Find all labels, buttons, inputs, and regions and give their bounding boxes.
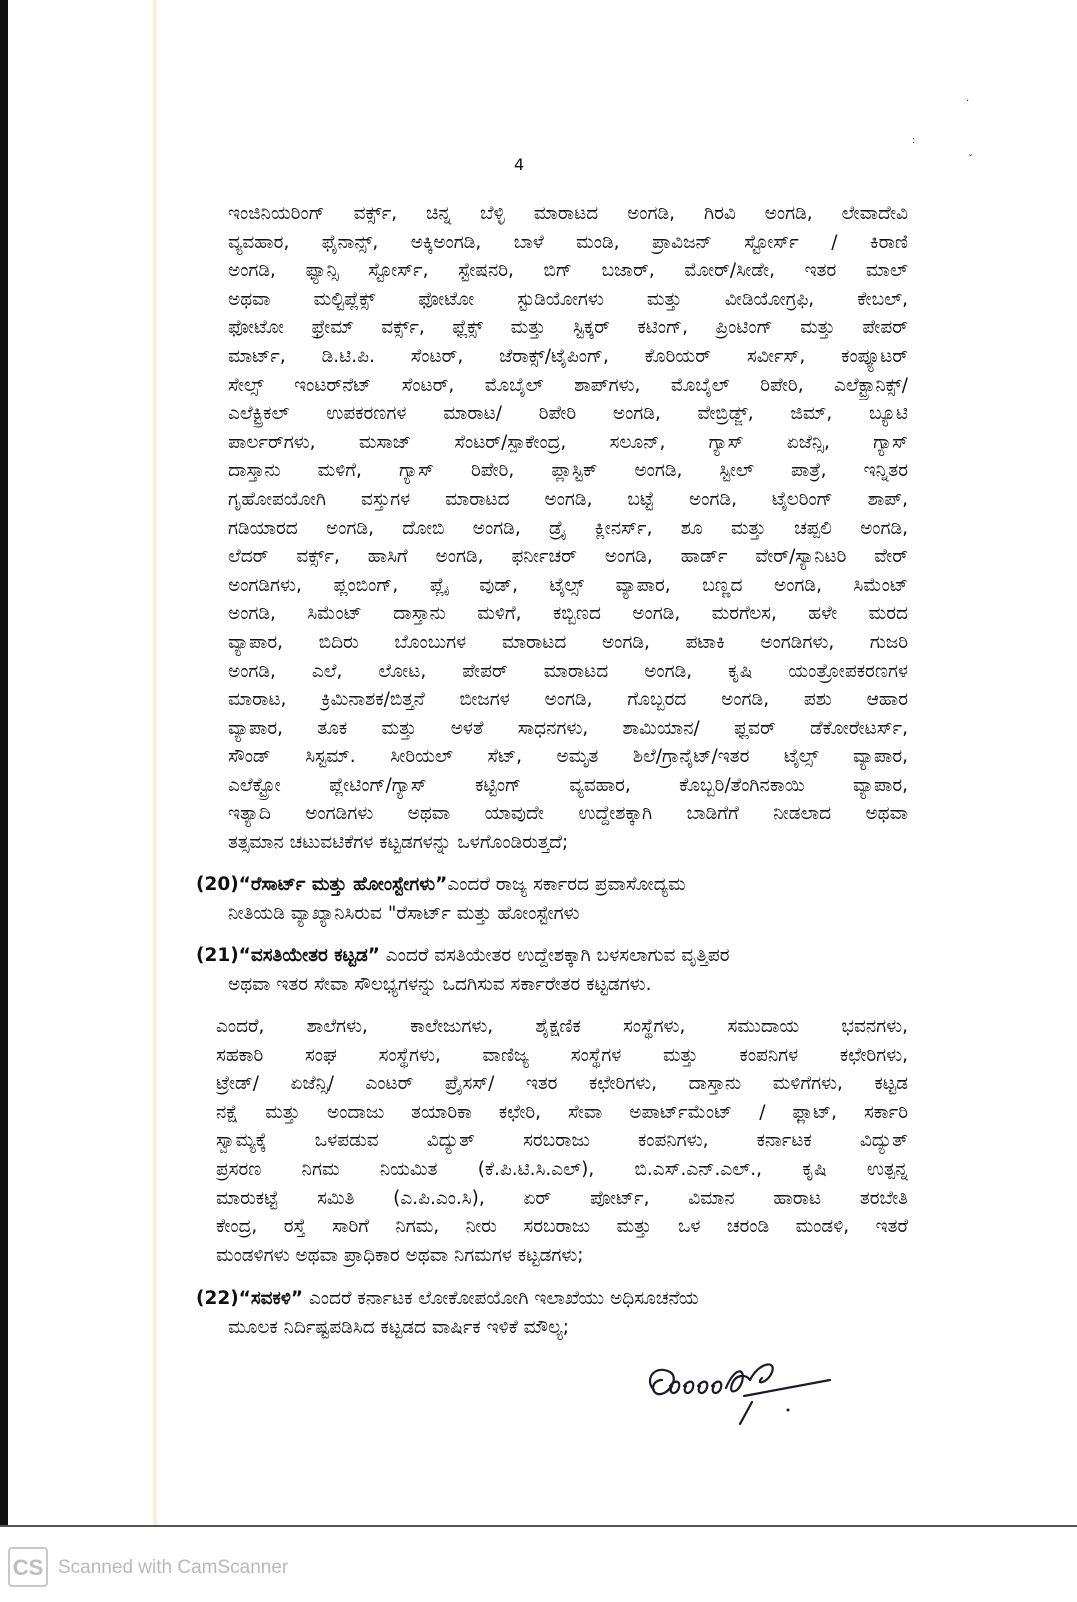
definition-continuation: ಅಥವಾ ಇತರ ಸೇವಾ ಸೌಲಭ್ಯಗಳನ್ನು ಒದಗಿಸುವ ಸರ್ಕಾರೇತರ ಕಟ್ಟಡಗಳು. [228, 973, 652, 995]
definition-number: (20) [196, 874, 239, 895]
text-line: ಇಂಜಿನಿಯರಿಂಗ್ ವರ್ಕ್ಸ್, ಚಿನ್ನ ಬೆಳ್ಳಿ ಮಾರಾಟದ ಅಂಗಡಿ, ಗಿರವಿ ಅಂಗಡಿ, ಲೇವಾದೇವಿ [228, 203, 908, 224]
handwritten-signature [640, 1350, 840, 1430]
camscanner-watermark-text: Scanned with CamScanner [58, 1557, 289, 1578]
definition-21-examples [216, 1013, 908, 1270]
camscanner-watermark-bar [0, 1525, 1077, 1602]
signature-text: signature [640, 1350, 645, 1351]
definition-text: ಎಂದರೆ ರಾಜ್ಯ ಸರ್ಕಾರದ ಪ್ರವಾಸೋದ್ಯಮ [447, 874, 686, 895]
text-line: ಅಂಗಡಿ, ಸಿಮೆಂಟ್ ದಾಸ್ತಾನು ಮಳಿಗೆ, ಕಬ್ಬಿಣದ ಅಂಗಡಿ, ಮರಗೆಲಸ, ಹಳೇ ಮರದ [228, 603, 908, 625]
continuation-paragraph [228, 200, 908, 858]
scan-edge-shadow [0, 0, 8, 1525]
text-line: ಮಾರ್ಟ್, ಡಿ.ಟಿ.ಪಿ. ಸೆಂಟರ್, ಜೆರಾಕ್ಸ್/ಟೈಪಿಂಗ್, ಕೊರಿಯರ್ ಸರ್ವೀಸ್, ಕಂಪ್ಯೂಟರ್ [228, 345, 908, 367]
text-line: ಮಾರುಕಟ್ಟೆ ಸಮಿತಿ (ಎ.ಪಿ.ಎಂ.ಸಿ), ಏರ್ ಪೋರ್ಟ್, ವಿಮಾನ ಹಾರಾಟ ತರಬೇತಿ [216, 1187, 908, 1209]
text-line: ನಕ್ಷೆ ಮತ್ತು ಅಂದಾಜು ತಯಾರಿಕಾ ಕಛೇರಿ, ಸೇವಾ ಅಪಾರ್ಟ್‌ಮೆಂಟ್ / ಫ್ಲಾಟ್, ಸರ್ಕಾರಿ [216, 1101, 908, 1123]
text-line: ಮಂಡಳಿಗಳು ಅಥವಾ ಪ್ರಾಧಿಕಾರ ಅಥವಾ ನಿಗಮಗಳ ಕಟ್ಟಡಗಳು; [216, 1244, 584, 1266]
text-line: ಸೇಲ್ಸ್ ಇಂಟರ್‌ನೆಟ್ ಸೆಂಟರ್, ಮೊಬೈಲ್ ಶಾಪ್‌ಗಳು, ಮೊಬೈಲ್ ರಿಪೇರಿ, ಎಲೆಕ್ಟ್ರಾನಿಕ್ಸ್/ [228, 374, 908, 396]
text-line: ವ್ಯಾಪಾರ, ತೂಕ ಮತ್ತು ಅಳತೆ ಸಾಧನಗಳು, ಶಾಮಿಯಾನ/ ಫ್ಲವರ್ ಡೆಕೋರೇಟರ್ಸ್, [228, 717, 908, 739]
definition-22 [196, 1285, 908, 1342]
definition-text: ಎಂದರೆ ಕರ್ನಾಟಕ ಲೋಕೋಪಯೋಗಿ ಇಲಾಖೆಯು ಅಧಿಸೂಚನೆಯ [303, 1288, 699, 1309]
definition-continuation: ಮೂಲಕ ನಿರ್ದಿಷ್ಟಪಡಿಸಿದ ಕಟ್ಟಡದ ವಾರ್ಷಿಕ ಇಳಿಕೆ ಮೌಲ್ಯ; [228, 1316, 569, 1338]
page-number: 4 [514, 155, 525, 174]
definition-continuation: ನೀತಿಯಡಿ ವ್ಯಾಖ್ಯಾನಿಸಿರುವ "ರೆಸಾರ್ಟ್ ಮತ್ತು ಹೋಂಸ್ಟೇಗಳು [228, 902, 580, 924]
text-line: ವ್ಯವಹಾರ, ಫೈನಾನ್ಸ್, ಅಕ್ಕಿಅಂಗಡಿ, ಬಾಳೆ ಮಂಡಿ, ಪ್ರಾವಿಜನ್ ಸ್ಟೋರ್ಸ್ / ಕಿರಾಣಿ [228, 231, 908, 253]
text-line: ಎಲೆಕ್ಟ್ರೋ ಪ್ಲೇಟಿಂಗ್/ಗ್ಯಾಸ್ ಕಟ್ಟಿಂಗ್ ವ್ಯವಹಾರ, ಕೊಬ್ಬರಿ/ತೆಂಗಿನಕಾಯಿ ವ್ಯಾಪಾರ, [228, 774, 908, 796]
definition-term: “ಸವಕಳಿ” [238, 1288, 304, 1309]
text-line: ಸೌಂಡ್ ಸಿಸ್ಟಮ್. ಸೀರಿಯಲ್ ಸೆಟ್, ಅಮೃತ ಶಿಲೆ/ಗ್ರಾನೈಟ್/ಇತರ ಟೈಲ್ಸ್ ವ್ಯಾಪಾರ, [228, 746, 908, 768]
text-line: ಪ್ರಸರಣ ನಿಗಮ ನಿಯಮಿತ (ಕೆ.ಪಿ.ಟಿ.ಸಿ.ಎಲ್), ಬಿ.ಎಸ್.ಎನ್.ಎಲ್., ಕೃಷಿ ಉತ್ಪನ್ನ [216, 1158, 908, 1180]
camscanner-logo-icon: CS [8, 1547, 48, 1587]
definition-number: (22) [196, 1288, 239, 1309]
text-line: ಗಡಿಯಾರದ ಅಂಗಡಿ, ದೋಬಿ ಅಂಗಡಿ, ಡ್ರೈ ಕ್ಲೀನರ್ಸ್, ಶೂ ಮತ್ತು ಚಪ್ಪಲಿ ಅಂಗಡಿ, [228, 517, 908, 539]
text-line: ಫೋಟೋ ಫ್ರೇಮ್ ವರ್ಕ್ಸ್, ಫ್ಲೆಕ್ಸ್ ಮತ್ತು ಸ್ಟಿಕ್ಕರ್ ಕಟಿಂಗ್, ಪ್ರಿಂಟಿಂಗ್ ಮತ್ತು ಪೇಪರ್ [228, 317, 908, 339]
definition-term: “ರೆಸಾರ್ಟ್ ಮತ್ತು ಹೋಂಸ್ಟೇಗಳು” [238, 874, 448, 895]
definition-term: “ವಸತಿಯೇತರ ಕಟ್ಟಡ” [238, 945, 380, 966]
text-line: ವ್ಯಾಪಾರ, ಬಿದಿರು ಬೊಂಬುಗಳ ಮಾರಾಟದ ಅಂಗಡಿ, ಪಟಾಕಿ ಅಂಗಡಿಗಳು, ಗುಜರಿ [228, 631, 908, 653]
text-line: ಲೆದರ್ ವರ್ಕ್ಸ್, ಹಾಸಿಗೆ ಅಂಗಡಿ, ಫರ್ನೀಚರ್ ಅಂಗಡಿ, ಹಾರ್ಡ್ ವೇರ್/ಸ್ಯಾನಿಟರಿ ವೇರ್ [228, 546, 908, 568]
scan-speck: ˇ [968, 154, 973, 165]
scan-speck: : [912, 135, 916, 146]
text-line: ಕೇಂದ್ರ, ರಸ್ತೆ ಸಾರಿಗೆ ನಿಗಮ, ನೀರು ಸರಬರಾಜು ಮತ್ತು ಒಳ ಚರಂಡಿ ಮಂಡಳಿ, ಇತರೆ [216, 1216, 908, 1238]
text-line: ಸಹಕಾರಿ ಸಂಘ ಸಂಸ್ಥೆಗಳು, ವಾಣಿಜ್ಯ ಸಂಸ್ಥೆಗಳ ಮತ್ತು ಕಂಪನಿಗಳ ಕಛೇರಿಗಳು, [216, 1044, 908, 1066]
text-line: ಅಂಗಡಿಗಳು, ಪ್ಲಂಬಿಂಗ್, ಪ್ಲೈ ವುಡ್, ಟೈಲ್ಸ್ ವ್ಯಾಪಾರ, ಬಣ್ಣದ ಅಂಗಡಿ, ಸಿಮೆಂಟ್ [228, 574, 908, 596]
text-line: ಸ್ವಾಮ್ಯಕ್ಕೆ ಒಳಪಡುವ ವಿದ್ಯುತ್ ಸರಬರಾಜು ಕಂಪನಿಗಳು, ಕರ್ನಾಟಕ ವಿದ್ಯುತ್ [216, 1130, 908, 1152]
text-line: ಎಂದರೆ, ಶಾಲೆಗಳು, ಕಾಲೇಜುಗಳು, ಶೈಕ್ಷಣಿಕ ಸಂಸ್ಥೆಗಳು, ಸಮುದಾಯ ಭವನಗಳು, [216, 1016, 908, 1037]
text-line: ದಾಸ್ತಾನು ಮಳಿಗೆ, ಗ್ಯಾಸ್ ರಿಪೇರಿ, ಪ್ಲಾಸ್ಟಿಕ್ ಅಂಗಡಿ, ಸ್ಟೀಲ್ ಪಾತ್ರೆ, ಇನ್ನಿತರ [228, 460, 908, 482]
definition-number: (21) [196, 945, 239, 966]
text-line: ಅಂಗಡಿ, ಫ್ಯಾನ್ಸಿ ಸ್ಟೋರ್ಸ್, ಸ್ಟೇಷನರಿ, ಬಿಗ್ ಬಜಾರ್, ಮೋರ್/ಸೀಡೇ, ಇತರ ಮಾಲ್ [228, 260, 908, 282]
text-line: ಪಾರ್ಲರ್‌ಗಳು, ಮಸಾಜ್ ಸೆಂಟರ್/ಸ್ಪಾಕೇಂದ್ರ, ಸಲೂನ್, ಗ್ಯಾಸ್ ಏಜೆನ್ಸಿ, ಗ್ಯಾಸ್ [228, 431, 908, 453]
definition-20 [196, 871, 908, 928]
text-line: ಎಲೆಕ್ಟ್ರಿಕಲ್ ಉಪಕರಣಗಳ ಮಾರಾಟ/ ರಿಪೇರಿ ಅಂಗಡಿ, ವೇಬ್ರಿಡ್ಜ್, ಜಿಮ್, ಬ್ಯೂಟಿ [228, 403, 908, 425]
definition-text: ಎಂದರೆ ವಸತಿಯೇತರ ಉದ್ದೇಶಕ್ಕಾಗಿ ಬಳಸಲಾಗುವ ವೃತ್ತಿಪರ [379, 945, 730, 966]
scan-speck: · [966, 96, 970, 107]
definition-21 [196, 942, 908, 999]
text-line: ಅಂಗಡಿ, ಎಲೆ, ಲೋಟ, ಪೇಪರ್ ಮಾರಾಟದ ಅಂಗಡಿ, ಕೃಷಿ ಯಂತ್ರೋಪಕರಣಗಳ [228, 660, 908, 682]
text-line: ತತ್ಸಮಾನ ಚಟುವಟಿಕೆಗಳ ಕಟ್ಟಡಗಳನ್ನು ಒಳಗೊಂಡಿರುತ್ತದೆ; [228, 832, 569, 854]
text-line: ಟ್ರೇಡ್/ ಏಜೆನ್ಸಿ/ ಎಂಟರ್ ಪ್ರೈಸಸ್/ ಇತರ ಕಛೇರಿಗಳು, ದಾಸ್ತಾನು ಮಳಿಗೆಗಳು, ಕಟ್ಟಡ [216, 1073, 908, 1095]
text-line: ಮಾರಾಟ, ಕ್ರಿಮಿನಾಶಕ/ಬಿತ್ತನೆ ಬೀಜಗಳ ಅಂಗಡಿ, ಗೊಬ್ಬರದ ಅಂಗಡಿ, ಪಶು ಆಹಾರ [228, 689, 908, 711]
text-line: ಅಥವಾ ಮಲ್ಟಿಪ್ಲೆಕ್ಸ್ ಫೋಟೋ ಸ್ಟುಡಿಯೋಗಳು ಮತ್ತು ವೀಡಿಯೋಗ್ರಫಿ, ಕೇಬಲ್, [228, 288, 908, 310]
text-line: ಗೃಹೋಪಯೋಗಿ ವಸ್ತುಗಳ ಮಾರಾಟದ ಅಂಗಡಿ, ಬಟ್ಟೆ ಅಂಗಡಿ, ಟೈಲರಿಂಗ್ ಶಾಪ್, [228, 488, 908, 510]
text-line: ಇತ್ಯಾದಿ ಅಂಗಡಿಗಳು ಅಥವಾ ಯಾವುದೇ ಉದ್ದೇಶಕ್ಕಾಗಿ ಬಾಡಿಗೆಗೆ ನೀಡಲಾದ ಅಥವಾ [228, 803, 908, 825]
page-fold-crease [152, 0, 158, 1525]
